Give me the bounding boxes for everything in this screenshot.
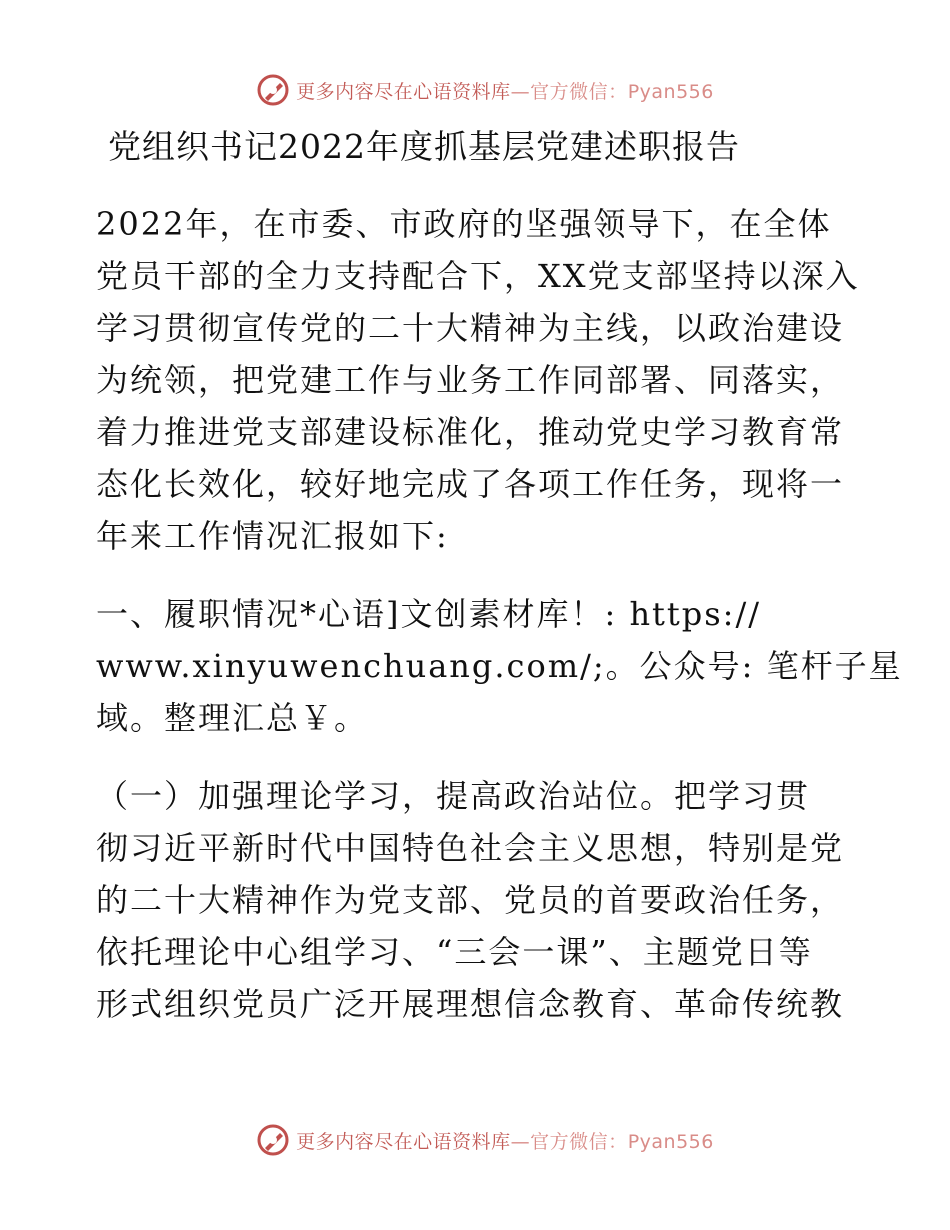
watermark-text: 更多内容尽在心语资料库—官方微信：Pyan556: [296, 1130, 714, 1153]
text-line: 学习贯彻宣传党的二十大精神为主线，以政治建设: [96, 309, 845, 347]
text-line: 年来工作情况汇报如下:: [96, 517, 449, 555]
paragraph-intro: [96, 198, 866, 562]
document-body: [96, 198, 903, 1030]
text-line: 形式组织党员广泛开展理想信念教育、革命传统教: [96, 985, 845, 1023]
text-line: 为统领，把党建工作与业务工作同部署、同落实，: [96, 361, 845, 399]
subsection-heading: （一）加强理论学习，提高政治站位。把学习贯: [96, 777, 811, 815]
document-title: 党组织书记2022年度抓基层党建述职报告: [108, 127, 740, 166]
text-line: 2022年，在市委、市政府的坚强领导下，在全体: [96, 205, 832, 243]
header-watermark-banner: [0, 70, 950, 110]
text-line: www.xinyuwenchuang.com/;。公众号: 笔杆子星: [96, 647, 903, 685]
text-line: 态化长效化，较好地完成了各项工作任务，现将一: [96, 465, 845, 503]
section-heading: 一、履职情况*心语]文创素材库！: https://: [96, 595, 762, 633]
text-line: 域。整理汇总￥。: [96, 699, 369, 737]
pen-circle-logo-icon: [256, 1123, 290, 1157]
watermark-text: 更多内容尽在心语资料库—官方微信：Pyan556: [296, 80, 714, 103]
text-line: 彻习近平新时代中国特色社会主义思想，特别是党: [96, 829, 845, 867]
paragraph-subsection-one: [96, 770, 866, 1030]
text-line: 依托理论中心组学习、“三会一课”、主题党日等: [96, 933, 813, 971]
text-line: 党员干部的全力支持配合下，XX党支部坚持以深入: [96, 257, 860, 295]
footer-watermark-banner: [0, 1120, 950, 1160]
text-line: 着力推进党支部建设标准化，推动党史学习教育常: [96, 413, 845, 451]
pen-circle-logo-icon: [256, 73, 290, 107]
text-line: 的二十大精神作为党支部、党员的首要政治任务，: [96, 881, 845, 919]
paragraph-section-one: [96, 588, 903, 744]
